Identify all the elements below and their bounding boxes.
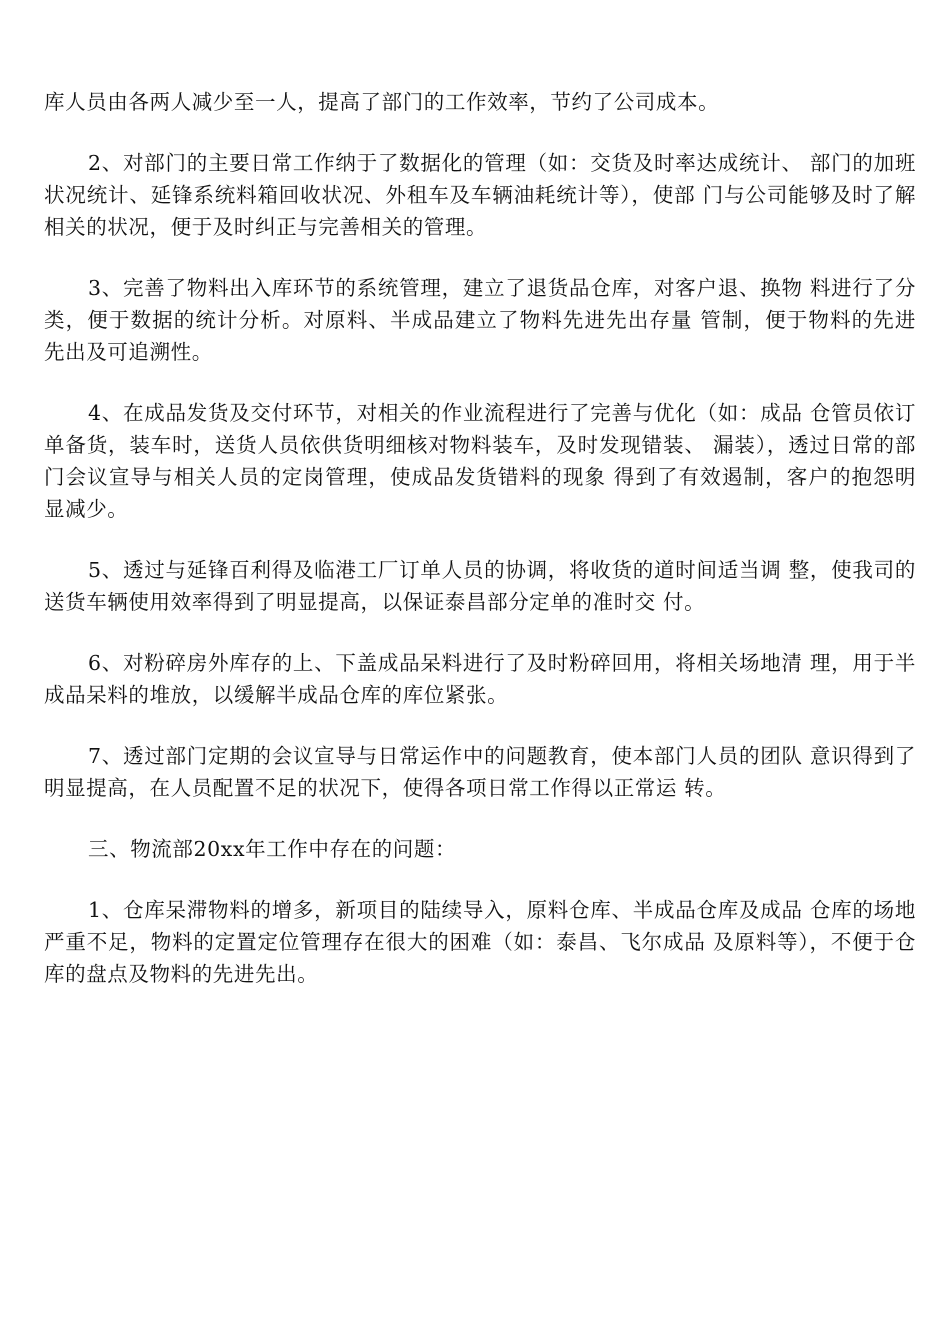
paragraph-item-7: 7、透过部门定期的会议宣导与日常运作中的问题教育，使本部门人员的团队 意识得到了明显提高，在人员配置不足的状况下，使得各项日常工作得以正常运 转。 bbox=[44, 744, 916, 800]
paragraph-item-3: 3、完善了物料出入库环节的系统管理，建立了退货品仓库，对客户退、换物 料进行了分类，便于数据的统计分析。对原料、半成品建立了物料先进先出存量 管制，便于物料的先进先出及可追溯性。 bbox=[44, 276, 916, 364]
paragraph-item-2: 2、对部门的主要日常工作纳于了数据化的管理（如：交货及时率达成统计、 部门的加班状况统计、延锋系统料箱回收状况、外租车及车辆油耗统计等），使部 门与公司能够及时了解相关的状况，便于及时纠正与完善相关的管理。 bbox=[44, 151, 916, 239]
paragraph-item-6: 6、对粉碎房外库存的上、下盖成品呆料进行了及时粉碎回用，将相关场地清 理，用于半成品呆料的堆放，以缓解半成品仓库的库位紧张。 bbox=[44, 651, 916, 707]
paragraph-item-5: 5、透过与延锋百利得及临港工厂订单人员的协调，将收货的道时间适当调 整，使我司的送货车辆使用效率得到了明显提高，以保证泰昌部分定单的准时交 付。 bbox=[44, 558, 916, 614]
paragraph-item-4: 4、在成品发货及交付环节，对相关的作业流程进行了完善与优化（如：成品 仓管员依订单备货，装车时，送货人员依供货明细核对物料装车，及时发现错装、 漏装），透过日常的部门会议宣导与相关人员的定岗管理，使成品发货错料的现象 得到了有效遏制，客户的抱怨明显减少。 bbox=[44, 401, 916, 521]
paragraph-continuation: 库人员由各两人减少至一人，提高了部门的工作效率，节约了公司成本。 bbox=[44, 90, 720, 114]
paragraph-problem-1: 1、仓库呆滞物料的增多，新项目的陆续导入，原料仓库、半成品仓库及成品 仓库的场地严重不足，物料的定置定位管理存在很大的困难（如：泰昌、飞尔成品 及原料等），不便于仓库的盘点及物料的先进先出。 bbox=[44, 898, 916, 986]
document-page bbox=[44, 86, 916, 1019]
section-heading-problems: 三、物流部20xx年工作中存在的问题： bbox=[88, 837, 457, 861]
